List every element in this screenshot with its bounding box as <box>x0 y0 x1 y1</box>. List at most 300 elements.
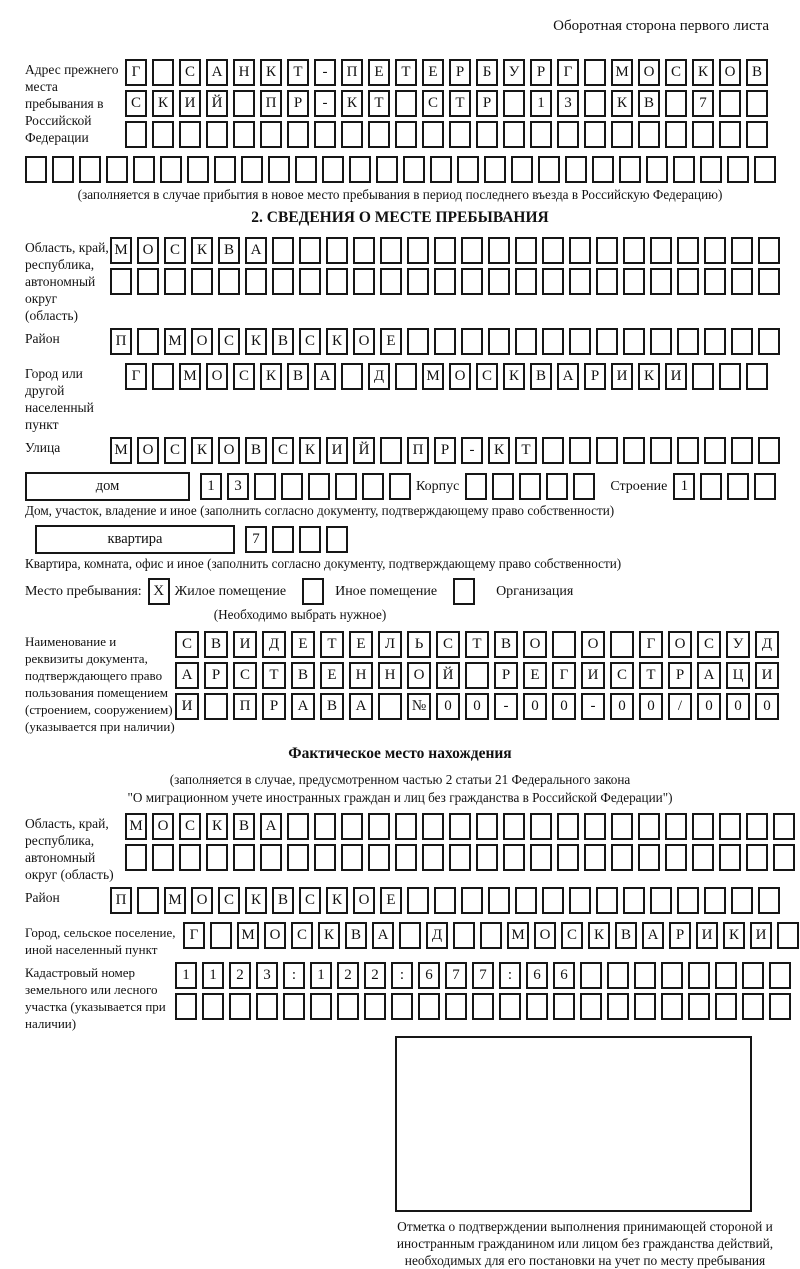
char-cell[interactable] <box>580 993 602 1020</box>
char-cell[interactable] <box>503 844 525 871</box>
char-cell[interactable] <box>378 693 402 720</box>
char-cell[interactable] <box>152 59 174 86</box>
char-cell[interactable]: С <box>272 437 294 464</box>
char-cell[interactable]: И <box>696 922 718 949</box>
char-cell[interactable]: : <box>499 962 521 989</box>
char-cell[interactable] <box>461 887 483 914</box>
char-cell[interactable] <box>206 121 228 148</box>
char-cell[interactable] <box>692 844 714 871</box>
char-cell[interactable] <box>584 813 606 840</box>
char-cell[interactable] <box>777 922 799 949</box>
char-cell[interactable]: В <box>233 813 255 840</box>
char-cell[interactable]: 1 <box>673 473 695 500</box>
char-cell[interactable]: К <box>638 363 660 390</box>
char-cell[interactable]: Д <box>262 631 286 658</box>
char-cell[interactable] <box>314 813 336 840</box>
char-cell[interactable] <box>519 473 541 500</box>
char-cell[interactable]: Й <box>353 437 375 464</box>
char-cell[interactable] <box>742 962 764 989</box>
char-cell[interactable]: С <box>561 922 583 949</box>
char-cell[interactable]: Р <box>476 90 498 117</box>
char-cell[interactable] <box>399 922 421 949</box>
char-cell[interactable]: 0 <box>552 693 576 720</box>
char-cell[interactable] <box>287 844 309 871</box>
char-cell[interactable] <box>137 887 159 914</box>
char-cell[interactable]: С <box>291 922 313 949</box>
char-cell[interactable]: М <box>507 922 529 949</box>
char-cell[interactable] <box>569 268 591 295</box>
char-cell[interactable] <box>638 121 660 148</box>
char-cell[interactable]: О <box>668 631 692 658</box>
char-cell[interactable] <box>677 887 699 914</box>
char-cell[interactable]: Д <box>368 363 390 390</box>
char-cell[interactable] <box>742 993 764 1020</box>
char-cell[interactable] <box>465 473 487 500</box>
char-cell[interactable] <box>731 268 753 295</box>
char-cell[interactable]: М <box>110 237 132 264</box>
char-cell[interactable]: Т <box>449 90 471 117</box>
char-cell[interactable] <box>542 887 564 914</box>
char-cell[interactable] <box>596 237 618 264</box>
char-cell[interactable]: Т <box>465 631 489 658</box>
char-cell[interactable]: Й <box>206 90 228 117</box>
char-cell[interactable]: И <box>326 437 348 464</box>
char-cell[interactable] <box>511 156 533 183</box>
char-cell[interactable]: О <box>191 887 213 914</box>
checkbox-organizatsiya[interactable] <box>453 578 475 605</box>
char-cell[interactable] <box>677 237 699 264</box>
char-cell[interactable]: Т <box>262 662 286 689</box>
char-cell[interactable] <box>407 887 429 914</box>
char-cell[interactable]: К <box>692 59 714 86</box>
char-cell[interactable] <box>395 813 417 840</box>
char-cell[interactable]: / <box>668 693 692 720</box>
char-cell[interactable] <box>422 121 444 148</box>
char-cell[interactable]: С <box>179 813 201 840</box>
char-cell[interactable]: А <box>175 662 199 689</box>
char-cell[interactable]: Т <box>320 631 344 658</box>
char-cell[interactable] <box>79 156 101 183</box>
checkbox-inoe-pomeshchenie[interactable] <box>302 578 324 605</box>
char-cell[interactable] <box>526 993 548 1020</box>
char-cell[interactable]: П <box>260 90 282 117</box>
char-cell[interactable]: 1 <box>202 962 224 989</box>
char-cell[interactable] <box>353 268 375 295</box>
char-cell[interactable] <box>715 962 737 989</box>
char-cell[interactable]: О <box>407 662 431 689</box>
char-cell[interactable] <box>610 631 634 658</box>
char-cell[interactable] <box>395 121 417 148</box>
char-cell[interactable] <box>341 121 363 148</box>
char-cell[interactable] <box>179 121 201 148</box>
char-cell[interactable] <box>542 237 564 264</box>
char-cell[interactable]: А <box>557 363 579 390</box>
char-cell[interactable]: № <box>407 693 431 720</box>
char-cell[interactable] <box>407 328 429 355</box>
char-cell[interactable] <box>260 121 282 148</box>
char-cell[interactable]: 6 <box>553 962 575 989</box>
char-cell[interactable] <box>391 993 413 1020</box>
char-cell[interactable]: 0 <box>726 693 750 720</box>
char-cell[interactable]: М <box>611 59 633 86</box>
char-cell[interactable] <box>688 993 710 1020</box>
char-cell[interactable] <box>719 90 741 117</box>
char-cell[interactable]: С <box>697 631 721 658</box>
char-cell[interactable] <box>422 844 444 871</box>
char-cell[interactable] <box>546 473 568 500</box>
char-cell[interactable]: Б <box>476 59 498 86</box>
char-cell[interactable] <box>25 156 47 183</box>
char-cell[interactable] <box>665 813 687 840</box>
char-cell[interactable]: Р <box>494 662 518 689</box>
char-cell[interactable]: 7 <box>472 962 494 989</box>
char-cell[interactable] <box>430 156 452 183</box>
char-cell[interactable] <box>596 437 618 464</box>
char-cell[interactable] <box>52 156 74 183</box>
char-cell[interactable]: 1 <box>530 90 552 117</box>
char-cell[interactable] <box>704 437 726 464</box>
char-cell[interactable]: Е <box>349 631 373 658</box>
char-cell[interactable] <box>434 328 456 355</box>
char-cell[interactable]: 7 <box>445 962 467 989</box>
char-cell[interactable] <box>758 887 780 914</box>
char-cell[interactable]: Д <box>426 922 448 949</box>
char-cell[interactable] <box>376 156 398 183</box>
char-cell[interactable]: П <box>110 887 132 914</box>
char-cell[interactable] <box>557 844 579 871</box>
char-cell[interactable] <box>650 268 672 295</box>
char-cell[interactable] <box>719 844 741 871</box>
char-cell[interactable]: П <box>341 59 363 86</box>
char-cell[interactable]: В <box>345 922 367 949</box>
char-cell[interactable]: О <box>353 328 375 355</box>
char-cell[interactable] <box>638 844 660 871</box>
char-cell[interactable]: К <box>260 363 282 390</box>
char-cell[interactable] <box>461 328 483 355</box>
char-cell[interactable] <box>661 962 683 989</box>
char-cell[interactable] <box>488 887 510 914</box>
char-cell[interactable]: И <box>581 662 605 689</box>
char-cell[interactable] <box>210 922 232 949</box>
char-cell[interactable] <box>326 237 348 264</box>
char-cell[interactable]: Е <box>422 59 444 86</box>
char-cell[interactable]: К <box>588 922 610 949</box>
char-cell[interactable]: - <box>314 59 336 86</box>
char-cell[interactable] <box>152 363 174 390</box>
char-cell[interactable]: С <box>218 887 240 914</box>
char-cell[interactable]: 3 <box>557 90 579 117</box>
char-cell[interactable]: П <box>233 693 257 720</box>
char-cell[interactable] <box>719 121 741 148</box>
char-cell[interactable]: О <box>152 813 174 840</box>
char-cell[interactable]: 7 <box>245 526 267 553</box>
char-cell[interactable]: У <box>726 631 750 658</box>
char-cell[interactable] <box>700 156 722 183</box>
char-cell[interactable] <box>110 268 132 295</box>
char-cell[interactable]: 3 <box>227 473 249 500</box>
char-cell[interactable] <box>754 473 776 500</box>
char-cell[interactable] <box>573 473 595 500</box>
char-cell[interactable] <box>650 887 672 914</box>
char-cell[interactable]: Л <box>378 631 402 658</box>
char-cell[interactable] <box>530 844 552 871</box>
char-cell[interactable]: 6 <box>418 962 440 989</box>
char-cell[interactable]: - <box>581 693 605 720</box>
char-cell[interactable]: С <box>233 662 257 689</box>
char-cell[interactable] <box>218 268 240 295</box>
char-cell[interactable] <box>619 156 641 183</box>
char-cell[interactable]: О <box>137 237 159 264</box>
char-cell[interactable] <box>164 268 186 295</box>
char-cell[interactable]: В <box>287 363 309 390</box>
char-cell[interactable]: И <box>175 693 199 720</box>
char-cell[interactable] <box>692 121 714 148</box>
char-cell[interactable] <box>335 473 357 500</box>
char-cell[interactable] <box>607 993 629 1020</box>
char-cell[interactable]: Ь <box>407 631 431 658</box>
char-cell[interactable]: Г <box>557 59 579 86</box>
char-cell[interactable] <box>584 90 606 117</box>
char-cell[interactable]: 2 <box>229 962 251 989</box>
char-cell[interactable] <box>773 813 795 840</box>
char-cell[interactable]: М <box>125 813 147 840</box>
char-cell[interactable] <box>650 437 672 464</box>
char-cell[interactable] <box>542 437 564 464</box>
char-cell[interactable]: 1 <box>175 962 197 989</box>
char-cell[interactable] <box>623 328 645 355</box>
char-cell[interactable]: 7 <box>692 90 714 117</box>
char-cell[interactable] <box>445 993 467 1020</box>
char-cell[interactable]: Н <box>233 59 255 86</box>
char-cell[interactable]: Р <box>530 59 552 86</box>
char-cell[interactable]: С <box>665 59 687 86</box>
char-cell[interactable] <box>704 268 726 295</box>
char-cell[interactable]: О <box>719 59 741 86</box>
char-cell[interactable]: О <box>264 922 286 949</box>
char-cell[interactable] <box>488 237 510 264</box>
char-cell[interactable] <box>569 887 591 914</box>
char-cell[interactable] <box>256 993 278 1020</box>
char-cell[interactable] <box>746 121 768 148</box>
char-cell[interactable]: 2 <box>364 962 386 989</box>
char-cell[interactable] <box>245 268 267 295</box>
char-cell[interactable] <box>542 328 564 355</box>
char-cell[interactable]: С <box>422 90 444 117</box>
char-cell[interactable]: С <box>164 237 186 264</box>
char-cell[interactable] <box>283 993 305 1020</box>
char-cell[interactable]: : <box>283 962 305 989</box>
char-cell[interactable]: Т <box>395 59 417 86</box>
char-cell[interactable] <box>673 156 695 183</box>
char-cell[interactable] <box>515 887 537 914</box>
char-cell[interactable]: Е <box>368 59 390 86</box>
char-cell[interactable]: А <box>642 922 664 949</box>
char-cell[interactable] <box>746 844 768 871</box>
char-cell[interactable] <box>596 887 618 914</box>
char-cell[interactable] <box>704 887 726 914</box>
char-cell[interactable]: Р <box>287 90 309 117</box>
char-cell[interactable]: Р <box>262 693 286 720</box>
char-cell[interactable]: Г <box>125 363 147 390</box>
char-cell[interactable]: С <box>476 363 498 390</box>
char-cell[interactable] <box>758 237 780 264</box>
char-cell[interactable]: О <box>206 363 228 390</box>
char-cell[interactable] <box>503 121 525 148</box>
char-cell[interactable] <box>395 844 417 871</box>
char-cell[interactable] <box>557 121 579 148</box>
char-cell[interactable] <box>704 328 726 355</box>
char-cell[interactable] <box>310 993 332 1020</box>
char-cell[interactable] <box>611 844 633 871</box>
char-cell[interactable] <box>611 121 633 148</box>
char-cell[interactable]: К <box>245 887 267 914</box>
char-cell[interactable] <box>326 268 348 295</box>
char-cell[interactable] <box>434 237 456 264</box>
char-cell[interactable] <box>692 813 714 840</box>
char-cell[interactable] <box>719 363 741 390</box>
char-cell[interactable] <box>465 662 489 689</box>
char-cell[interactable] <box>125 844 147 871</box>
char-cell[interactable]: В <box>746 59 768 86</box>
char-cell[interactable]: К <box>723 922 745 949</box>
char-cell[interactable]: : <box>391 962 413 989</box>
char-cell[interactable] <box>175 993 197 1020</box>
char-cell[interactable]: С <box>179 59 201 86</box>
char-cell[interactable] <box>746 90 768 117</box>
char-cell[interactable] <box>422 813 444 840</box>
char-cell[interactable] <box>515 268 537 295</box>
char-cell[interactable] <box>418 993 440 1020</box>
char-cell[interactable] <box>191 268 213 295</box>
char-cell[interactable]: П <box>110 328 132 355</box>
char-cell[interactable] <box>634 993 656 1020</box>
char-cell[interactable] <box>106 156 128 183</box>
char-cell[interactable]: 0 <box>610 693 634 720</box>
char-cell[interactable] <box>322 156 344 183</box>
char-cell[interactable]: О <box>523 631 547 658</box>
char-cell[interactable] <box>272 237 294 264</box>
char-cell[interactable]: В <box>272 887 294 914</box>
char-cell[interactable]: К <box>152 90 174 117</box>
char-cell[interactable]: К <box>611 90 633 117</box>
char-cell[interactable]: 2 <box>337 962 359 989</box>
char-cell[interactable]: К <box>260 59 282 86</box>
char-cell[interactable] <box>719 813 741 840</box>
char-cell[interactable]: К <box>341 90 363 117</box>
char-cell[interactable]: О <box>449 363 471 390</box>
char-cell[interactable]: С <box>125 90 147 117</box>
char-cell[interactable]: К <box>206 813 228 840</box>
char-cell[interactable]: И <box>233 631 257 658</box>
char-cell[interactable]: М <box>164 328 186 355</box>
char-cell[interactable] <box>395 363 417 390</box>
char-cell[interactable] <box>773 844 795 871</box>
char-cell[interactable]: Г <box>639 631 663 658</box>
char-cell[interactable] <box>758 328 780 355</box>
char-cell[interactable] <box>287 121 309 148</box>
char-cell[interactable] <box>457 156 479 183</box>
char-cell[interactable] <box>395 90 417 117</box>
char-cell[interactable] <box>281 473 303 500</box>
char-cell[interactable] <box>769 993 791 1020</box>
char-cell[interactable] <box>407 268 429 295</box>
char-cell[interactable] <box>368 813 390 840</box>
char-cell[interactable] <box>688 962 710 989</box>
char-cell[interactable]: 0 <box>523 693 547 720</box>
char-cell[interactable]: С <box>218 328 240 355</box>
char-cell[interactable] <box>233 90 255 117</box>
char-cell[interactable] <box>553 993 575 1020</box>
char-cell[interactable]: М <box>179 363 201 390</box>
char-cell[interactable] <box>492 473 514 500</box>
char-cell[interactable] <box>746 813 768 840</box>
char-cell[interactable]: Г <box>183 922 205 949</box>
char-cell[interactable]: Г <box>552 662 576 689</box>
char-cell[interactable]: К <box>299 437 321 464</box>
char-cell[interactable] <box>488 328 510 355</box>
char-cell[interactable] <box>488 268 510 295</box>
char-cell[interactable] <box>137 268 159 295</box>
char-cell[interactable] <box>592 156 614 183</box>
char-cell[interactable]: С <box>610 662 634 689</box>
char-cell[interactable] <box>677 268 699 295</box>
char-cell[interactable]: Е <box>291 631 315 658</box>
char-cell[interactable] <box>314 844 336 871</box>
char-cell[interactable]: В <box>272 328 294 355</box>
char-cell[interactable] <box>179 844 201 871</box>
char-cell[interactable]: В <box>494 631 518 658</box>
char-cell[interactable]: К <box>191 237 213 264</box>
char-cell[interactable] <box>133 156 155 183</box>
char-cell[interactable]: 0 <box>465 693 489 720</box>
char-cell[interactable]: Е <box>320 662 344 689</box>
char-cell[interactable] <box>677 328 699 355</box>
checkbox-zhiloe-pomeshchenie[interactable]: X <box>148 578 170 605</box>
char-cell[interactable] <box>254 473 276 500</box>
char-cell[interactable] <box>434 268 456 295</box>
char-cell[interactable] <box>692 363 714 390</box>
char-cell[interactable]: Р <box>204 662 228 689</box>
char-cell[interactable] <box>731 887 753 914</box>
char-cell[interactable] <box>746 363 768 390</box>
char-cell[interactable]: К <box>245 328 267 355</box>
char-cell[interactable]: В <box>530 363 552 390</box>
char-cell[interactable] <box>596 268 618 295</box>
char-cell[interactable]: О <box>534 922 556 949</box>
char-cell[interactable] <box>434 887 456 914</box>
char-cell[interactable]: А <box>260 813 282 840</box>
char-cell[interactable]: У <box>503 59 525 86</box>
char-cell[interactable] <box>580 962 602 989</box>
char-cell[interactable] <box>349 156 371 183</box>
char-cell[interactable] <box>380 268 402 295</box>
char-cell[interactable] <box>611 813 633 840</box>
char-cell[interactable] <box>623 237 645 264</box>
char-cell[interactable] <box>152 121 174 148</box>
char-cell[interactable] <box>584 59 606 86</box>
char-cell[interactable] <box>341 363 363 390</box>
char-cell[interactable] <box>206 844 228 871</box>
char-cell[interactable]: 3 <box>256 962 278 989</box>
char-cell[interactable]: 0 <box>639 693 663 720</box>
char-cell[interactable] <box>337 993 359 1020</box>
char-cell[interactable] <box>731 328 753 355</box>
char-cell[interactable] <box>677 437 699 464</box>
char-cell[interactable] <box>287 813 309 840</box>
char-cell[interactable] <box>623 268 645 295</box>
char-cell[interactable]: Н <box>378 662 402 689</box>
char-cell[interactable]: В <box>615 922 637 949</box>
